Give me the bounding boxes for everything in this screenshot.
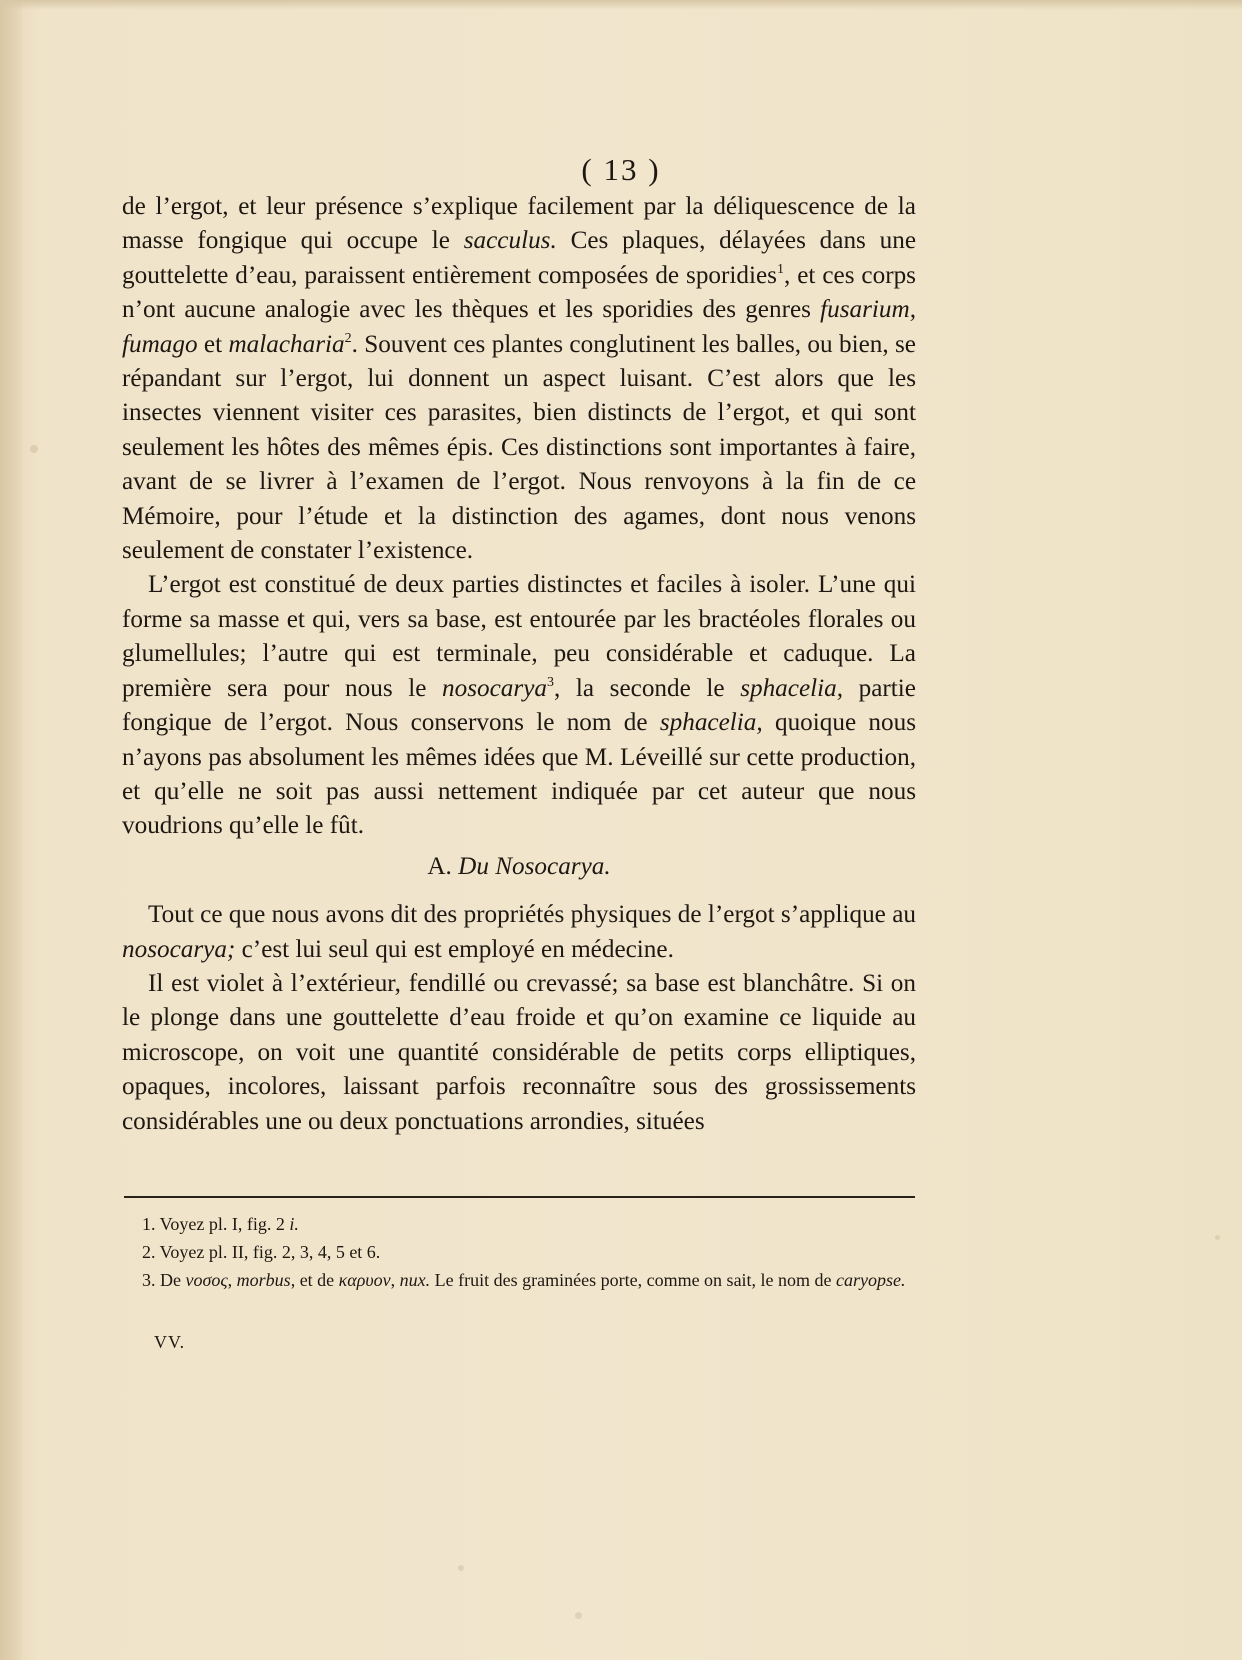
italic-text: sphacelia, [659, 709, 763, 737]
footnotes [122, 1210, 916, 1294]
italic-text: καρυον [338, 1270, 391, 1290]
text-run: Tout ce que nous avons dit des propriétés physiques de l’ergot s’applique au [148, 901, 916, 929]
paragraph [122, 568, 916, 843]
text-run: 2. Voyez pl. II, fig. 2, 3, 4, 5 et 6. [142, 1242, 381, 1262]
text-run: A. [427, 852, 459, 880]
signature-mark: VV. [154, 1332, 186, 1352]
text-run: , et ces corps n’ont aucune analogie avec les thèques et les sporidies des genres [122, 261, 916, 324]
text-run: Le fruit des graminées porte, comme on sait, le nom de [430, 1270, 837, 1290]
text-run: et [197, 330, 229, 358]
text-run: , [390, 1270, 400, 1290]
italic-text: morbus [236, 1270, 291, 1290]
paper-spot [30, 445, 38, 453]
italic-text: caryopse. [836, 1270, 906, 1290]
text-run: 3. De [142, 1270, 186, 1290]
text-run: c’est lui seul qui est employé en médecine. [235, 935, 674, 963]
text-run: , la seconde le [553, 674, 741, 702]
italic-text: nosocarya [442, 674, 547, 702]
main-text [122, 190, 916, 1139]
text-run: L’ergot est constitué de deux parties distinctes et faciles à isoler. L’une qui forme sa masse et qui, vers sa base, est entourée par les bractéoles florales ou glumellules; l’autre qui est terminale, peu considérable et caduque. La première sera pour nous le [122, 571, 916, 702]
text-run: , [227, 1270, 237, 1290]
footnote-reference: 2 [344, 330, 352, 346]
footnote [122, 1210, 916, 1238]
text-run: . Souvent ces plantes conglutinent les balles, ou bien, se répandant sur l’ergot, lui donnent un aspect luisant. C’est alors que les insectes viennent visiter ces parasites, bien distincts de l’ergot, et qui sont seulement les hôtes des mêmes épis. Ces distinctions sont importantes à faire, avant de se livrer à l’examen de l’ergot. Nous renvoyons à la fin de ce Mémoire, pour l’étude et la distinction des agames, dont nous venons seulement de constater l’existence. [122, 330, 916, 565]
section-heading [122, 850, 916, 884]
paragraph [122, 967, 916, 1139]
footnote [122, 1266, 916, 1294]
footnote-reference: 3 [546, 674, 554, 690]
footnote-reference: 1 [776, 261, 784, 277]
text-run: de l’ergot, et leur présence s’explique facilement par la déliquescence de la masse fongique qui occupe le [122, 193, 916, 255]
paragraph [122, 190, 916, 568]
italic-text: sacculus. [463, 227, 557, 255]
page-binding-edge [0, 0, 22, 1660]
text-run: Ces plaques, délayées dans une gouttelette d’eau, paraissent entièrement composées de sporidies [122, 227, 916, 289]
italic-text: nux. [399, 1270, 431, 1290]
italic-text: malacharia [228, 330, 345, 358]
italic-text: nosocarya; [122, 935, 236, 963]
page-top-edge [0, 0, 1242, 10]
text-run: , et de [290, 1270, 339, 1290]
text-run: Il est violet à l’extérieur, fendillé ou crevassé; sa base est blanchâtre. Si on le plonge dans une gouttelette d’eau froide et qu’on examine ce liquide au microscope, on voit une quantité considérable de petits corps elliptiques, opaques, incolores, laissant parfois reconnaître sous des grossissements considérables une ou deux ponctuations arrondies, situées [122, 969, 916, 1135]
italic-text: Du Nosocarya. [458, 852, 611, 880]
footnote [122, 1238, 916, 1266]
italic-text: fusarium, fumago [122, 296, 916, 358]
text-run: quoique nous n’ayons pas absolument les mêmes idées que M. Léveillé sur cette production, et qu’elle ne soit pas aussi nettement indiquée par cet auteur que nous voudrions qu’elle le fût. [122, 709, 916, 840]
page-number: ( 13 ) [581, 152, 661, 187]
footnote-separator [124, 1196, 915, 1198]
paragraph [122, 898, 916, 967]
paper-spot [1215, 1235, 1220, 1240]
paper-spot [575, 1612, 582, 1619]
text-run: partie fongique de l’ergot. Nous conservons le nom de [122, 674, 916, 737]
italic-text: sphacelia, [740, 674, 844, 702]
italic-text: i. [289, 1214, 299, 1234]
text-run: 1. Voyez pl. I, fig. 2 [142, 1214, 290, 1234]
italic-text: νοσος [185, 1270, 228, 1290]
paper-spot [458, 1565, 464, 1571]
